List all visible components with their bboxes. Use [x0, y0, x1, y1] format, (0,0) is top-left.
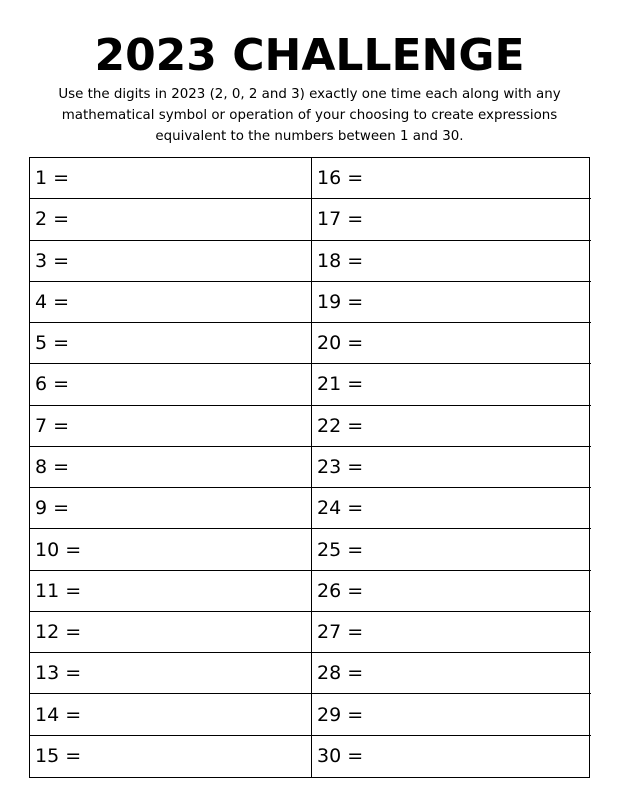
answer-cell[interactable]: 25 = — [312, 529, 591, 570]
answer-table — [29, 157, 590, 778]
answer-cell[interactable]: 4 = — [30, 282, 312, 323]
answer-cell[interactable]: 8 = — [30, 447, 312, 488]
answer-cell[interactable]: 29 = — [312, 694, 591, 735]
answer-cell[interactable]: 14 = — [30, 694, 312, 735]
instructions-line: Use the digits in 2023 (2, 0, 2 and 3) exactly one time each along with any — [58, 87, 561, 102]
answer-cell[interactable]: 18 = — [312, 241, 591, 282]
answer-cell[interactable]: 17 = — [312, 199, 591, 240]
instructions — [40, 84, 579, 147]
answer-cell[interactable]: 5 = — [30, 323, 312, 364]
answer-cell[interactable]: 30 = — [317, 745, 364, 768]
answer-cell[interactable]: 22 = — [312, 406, 591, 447]
instructions-line: mathematical symbol or operation of your choosing to create expressions — [61, 108, 558, 123]
answer-cell[interactable]: 10 = — [30, 529, 312, 570]
instructions-line: equivalent to the numbers between 1 and 30. — [155, 129, 464, 144]
answer-cell[interactable]: 9 = — [30, 488, 312, 529]
page-title: 2023 CHALLENGE — [94, 30, 525, 81]
answer-cell[interactable]: 21 = — [312, 364, 591, 405]
answer-cell[interactable]: 28 = — [312, 653, 591, 694]
answer-cell[interactable]: 15 = — [30, 736, 312, 777]
answer-cell[interactable]: 23 = — [312, 447, 591, 488]
answer-cell[interactable]: 1 = — [30, 158, 312, 199]
answer-cell[interactable]: 6 = — [30, 364, 312, 405]
answer-cell[interactable]: 16 = — [312, 158, 591, 199]
answer-cell[interactable]: 24 = — [312, 488, 591, 529]
answer-cell[interactable]: 27 = — [312, 612, 591, 653]
answer-cell[interactable]: 7 = — [30, 406, 312, 447]
answer-cell[interactable]: 26 = — [312, 571, 591, 612]
answer-cell[interactable]: 2 = — [30, 199, 312, 240]
answer-cell[interactable]: 11 = — [30, 571, 312, 612]
answer-cell[interactable]: 12 = — [30, 612, 312, 653]
answer-cell[interactable]: 19 = — [312, 282, 591, 323]
answer-cell[interactable]: 3 = — [30, 241, 312, 282]
answer-cell[interactable]: 13 = — [30, 653, 312, 694]
answer-cell[interactable]: 20 = — [312, 323, 591, 364]
